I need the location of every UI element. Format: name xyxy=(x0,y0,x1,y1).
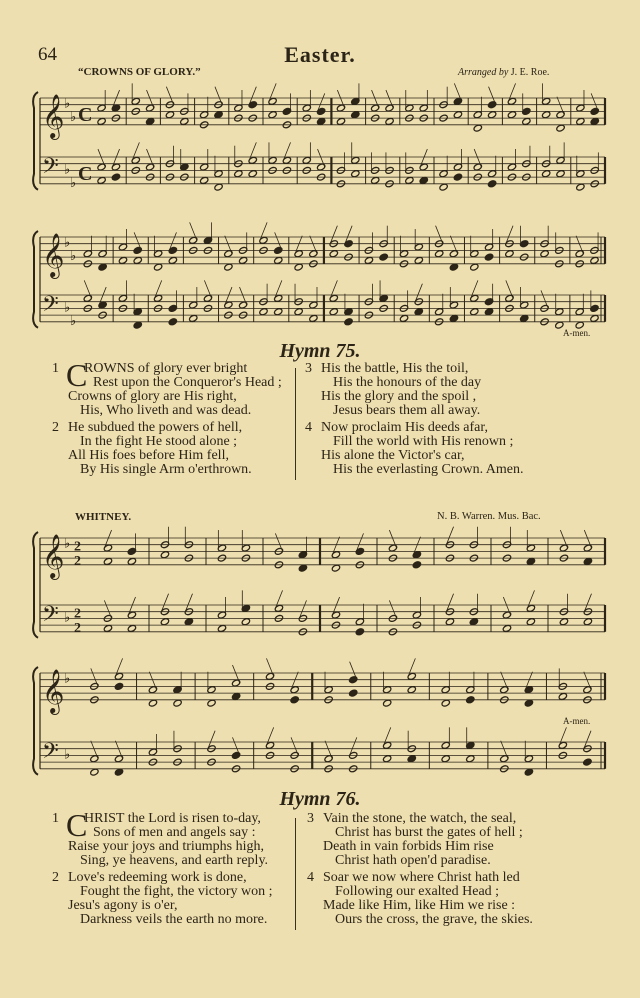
note-head xyxy=(379,253,389,261)
verse-line: Raise your joys and triumphs high, xyxy=(68,839,264,854)
note-head xyxy=(133,321,143,329)
note-head xyxy=(98,263,108,271)
verse-line: HRIST the Lord is risen to-day, xyxy=(84,811,261,826)
note-head xyxy=(90,768,100,776)
amen-label: A-men. xyxy=(563,328,591,338)
note-head xyxy=(453,173,463,181)
verse-line: He subdued the powers of hell, xyxy=(68,420,243,435)
note-head xyxy=(541,170,551,178)
verse-line: Darkness veils the earth no more. xyxy=(80,912,268,927)
note-head xyxy=(590,117,600,125)
note-head xyxy=(238,256,248,264)
note-head xyxy=(439,183,449,191)
note-head xyxy=(273,256,283,264)
flat-sign-icon: ♭ xyxy=(70,312,77,328)
note-head xyxy=(524,699,534,707)
note-head xyxy=(148,699,158,707)
column-divider xyxy=(295,368,296,480)
note-head xyxy=(180,117,190,125)
note-head xyxy=(590,314,600,322)
note-head xyxy=(414,256,424,264)
system-brace xyxy=(33,92,38,190)
note-head xyxy=(188,314,198,322)
time-signature: 2 xyxy=(74,620,81,636)
verse xyxy=(307,870,533,927)
note-head xyxy=(294,263,304,271)
bass-clef-icon: 𝄢 xyxy=(42,292,59,323)
note-head xyxy=(484,253,494,261)
note-head xyxy=(407,755,417,763)
hymn-75-right-column xyxy=(305,361,524,480)
note-head xyxy=(399,314,409,322)
note-head xyxy=(441,699,451,707)
flat-sign-icon: ♭ xyxy=(64,609,71,625)
note-head xyxy=(127,557,137,565)
note-head xyxy=(559,618,569,626)
note-head xyxy=(259,308,269,316)
verse xyxy=(52,807,272,868)
flat-sign-icon: ♭ xyxy=(70,109,77,125)
verse-number: 3 xyxy=(305,361,312,376)
note-head xyxy=(556,170,566,178)
tune-name: “CROWNS OF GLORY.” xyxy=(78,66,201,78)
note-head xyxy=(298,564,308,572)
verse-line: Fill the world with His renown ; xyxy=(333,434,514,449)
common-time-icon: C xyxy=(78,104,93,127)
note-head xyxy=(473,124,483,132)
verse-line: Sons of men and angels say : xyxy=(93,825,256,840)
note-head xyxy=(441,755,451,763)
verse-line: Jesus bears them all away. xyxy=(333,403,481,418)
arranged-by-label: Arranged by xyxy=(458,67,509,78)
verse-line: Vain the stone, the watch, the seal, xyxy=(323,811,517,826)
treble-clef-icon: 𝄞 xyxy=(42,93,65,138)
verse-line: Following our exalted Head ; xyxy=(335,884,500,899)
hymn-75-title: Hymn 75. xyxy=(279,340,361,362)
verse-line: Crowns of glory are His right, xyxy=(68,389,237,404)
verse-line: Jesu's agony is o'er, xyxy=(68,898,178,913)
flat-sign-icon: ♭ xyxy=(64,234,71,250)
verse-line: His, Who liveth and was dead. xyxy=(80,403,252,418)
note-head xyxy=(348,689,358,697)
note-head xyxy=(173,699,183,707)
verse xyxy=(52,870,273,927)
note-head xyxy=(419,176,429,184)
note-head xyxy=(407,686,417,694)
note-head xyxy=(145,117,155,125)
note-head xyxy=(103,624,113,632)
note-head xyxy=(385,117,395,125)
note-head xyxy=(316,117,326,125)
treble-clef-icon: 𝄞 xyxy=(42,533,65,578)
amen-label: A-men. xyxy=(563,716,591,726)
note-head xyxy=(273,308,283,316)
bass-clef-icon: 𝄢 xyxy=(42,602,59,633)
flat-sign-icon: ♭ xyxy=(64,299,71,315)
note-head xyxy=(507,111,517,119)
flat-sign-icon: ♭ xyxy=(70,174,77,190)
note-head xyxy=(522,117,532,125)
note-head xyxy=(331,564,341,572)
note-head xyxy=(199,176,209,184)
note-head xyxy=(153,263,163,271)
page-title: Easter. xyxy=(284,42,356,67)
note-head xyxy=(414,308,424,316)
verse-number: 3 xyxy=(307,811,314,826)
note-head xyxy=(114,682,124,690)
verse-line: All His foes before Him fell, xyxy=(68,448,229,463)
note-head xyxy=(466,755,476,763)
note-head xyxy=(405,176,415,184)
verse-line: His the everlasting Crown. Amen. xyxy=(333,462,524,477)
verse-line: Soar we now where Christ hath led xyxy=(323,870,520,885)
note-head xyxy=(370,176,380,184)
note-head xyxy=(207,699,217,707)
note-head xyxy=(97,117,107,125)
note-head xyxy=(214,183,224,191)
hymn-76-left-column xyxy=(52,807,273,930)
note-head xyxy=(453,111,463,119)
note-head xyxy=(127,624,137,632)
note-head xyxy=(351,111,361,119)
note-head xyxy=(541,111,551,119)
note-head xyxy=(470,263,480,271)
verse-line: Death in vain forbids Him rise xyxy=(323,839,494,854)
note-head xyxy=(466,696,476,704)
note-head xyxy=(97,176,107,184)
note-head xyxy=(118,256,128,264)
note-head xyxy=(355,628,365,636)
note-head xyxy=(526,557,536,565)
note-head xyxy=(449,314,459,322)
hymn-76-right-column xyxy=(307,811,533,930)
arranger-credit xyxy=(458,67,549,78)
note-head xyxy=(184,618,194,626)
verse-number: 4 xyxy=(305,420,312,435)
note-head xyxy=(470,308,480,316)
system-brace xyxy=(33,231,38,328)
note-head xyxy=(114,768,124,776)
note-head xyxy=(103,557,113,565)
composer-credit: N. B. Warren. Mus. Bac. xyxy=(437,511,541,522)
flat-sign-icon: ♭ xyxy=(64,95,71,111)
verse-line: Fought the fight, the victory won ; xyxy=(80,884,273,899)
column-divider xyxy=(295,818,296,930)
verse xyxy=(52,357,282,418)
note-head xyxy=(168,256,178,264)
verse xyxy=(307,811,533,868)
note-head xyxy=(434,250,444,258)
flat-sign-icon: ♭ xyxy=(64,670,71,686)
verse-line: His alone the Victor's car, xyxy=(321,448,465,463)
treble-clef-icon: 𝄞 xyxy=(42,232,65,277)
note-head xyxy=(540,250,550,258)
note-head xyxy=(309,314,319,322)
verse xyxy=(52,420,282,477)
note-head xyxy=(217,624,227,632)
arranger-name: J. E. Roe. xyxy=(510,67,550,78)
note-head xyxy=(364,256,374,264)
note-head xyxy=(576,117,586,125)
verse-line: In the fight He stood alone ; xyxy=(80,434,238,449)
tune-name: WHITNEY. xyxy=(75,511,132,523)
note-head xyxy=(160,618,170,626)
time-signature: 2 xyxy=(74,553,81,569)
verse-number: 4 xyxy=(307,870,314,885)
note-head xyxy=(294,308,304,316)
note-head xyxy=(224,263,234,271)
hymn-75-left-column xyxy=(52,357,282,480)
note-head xyxy=(351,170,361,178)
verse-line: Christ has burst the gates of hell ; xyxy=(335,825,523,840)
note-head xyxy=(168,318,178,326)
note-head xyxy=(412,561,422,569)
verse xyxy=(305,420,524,477)
time-signature: 2 xyxy=(74,606,81,622)
note-head xyxy=(526,618,536,626)
note-head xyxy=(519,314,529,322)
verse-number: 2 xyxy=(52,420,59,435)
time-signature: 2 xyxy=(74,539,81,555)
verse-line: Love's redeeming work is done, xyxy=(68,870,247,885)
verse-line: Now proclaim His deeds afar, xyxy=(321,420,488,435)
page-number: 64 xyxy=(38,44,57,65)
flat-sign-icon: ♭ xyxy=(70,248,77,264)
verse-line: His the glory and the spoil , xyxy=(321,389,477,404)
note-head xyxy=(214,111,224,119)
note-head xyxy=(449,263,459,271)
note-head xyxy=(344,318,354,326)
verse-line: His the battle, His the toil, xyxy=(321,361,469,376)
note-head xyxy=(160,551,170,559)
note-head xyxy=(558,692,568,700)
note-head xyxy=(382,755,392,763)
note-head xyxy=(290,696,300,704)
verse-number: 1 xyxy=(52,361,59,376)
verse-line: Sing, ye heavens, and earth reply. xyxy=(80,853,269,868)
note-head xyxy=(576,183,586,191)
system-brace xyxy=(33,532,38,638)
note-head xyxy=(502,624,512,632)
note-head xyxy=(329,250,339,258)
note-head xyxy=(241,618,251,626)
note-head xyxy=(336,117,346,125)
note-head xyxy=(505,250,515,258)
hymn-76-title: Hymn 76. xyxy=(279,788,361,810)
common-time-icon: C xyxy=(78,163,93,186)
note-head xyxy=(583,758,593,766)
verse-line: Made like Him, like Him we rise : xyxy=(323,898,516,913)
note-head xyxy=(111,173,121,181)
verse-line: By His single Arm o'erthrown. xyxy=(80,462,252,477)
note-head xyxy=(165,111,175,119)
note-head xyxy=(556,124,566,132)
drop-cap: C xyxy=(66,357,88,393)
note-head xyxy=(234,170,244,178)
bass-clef-icon: 𝄢 xyxy=(42,739,59,770)
treble-clef-icon: 𝄞 xyxy=(42,668,65,713)
verse-line: ROWNS of glory ever bright xyxy=(84,361,248,376)
system-brace xyxy=(33,667,38,775)
verse-line: Christ hath open'd paradise. xyxy=(335,853,491,868)
verse-number: 1 xyxy=(52,811,59,826)
note-head xyxy=(248,170,258,178)
note-head xyxy=(133,256,143,264)
note-head xyxy=(382,699,392,707)
verse-line: Rest upon the Conqueror's Head ; xyxy=(93,375,282,390)
verse xyxy=(305,361,524,418)
note-head xyxy=(445,618,455,626)
note-head xyxy=(231,692,241,700)
note-head xyxy=(469,618,479,626)
note-head xyxy=(329,308,339,316)
flat-sign-icon: ♭ xyxy=(64,535,71,551)
verse-line: His the honours of the day xyxy=(333,375,482,390)
verse-line: Ours the cross, the grave, the skies. xyxy=(335,912,533,927)
note-head xyxy=(590,256,600,264)
bass-clef-icon: 𝄢 xyxy=(42,154,59,185)
note-head xyxy=(524,768,534,776)
note-head xyxy=(487,180,497,188)
flat-sign-icon: ♭ xyxy=(64,746,71,762)
note-head xyxy=(268,111,278,119)
verse-number: 2 xyxy=(52,870,59,885)
note-head xyxy=(583,618,593,626)
drop-cap: C xyxy=(66,807,88,843)
note-head xyxy=(583,557,593,565)
flat-sign-icon: ♭ xyxy=(64,161,71,177)
note-head xyxy=(484,308,494,316)
note-head xyxy=(487,111,497,119)
